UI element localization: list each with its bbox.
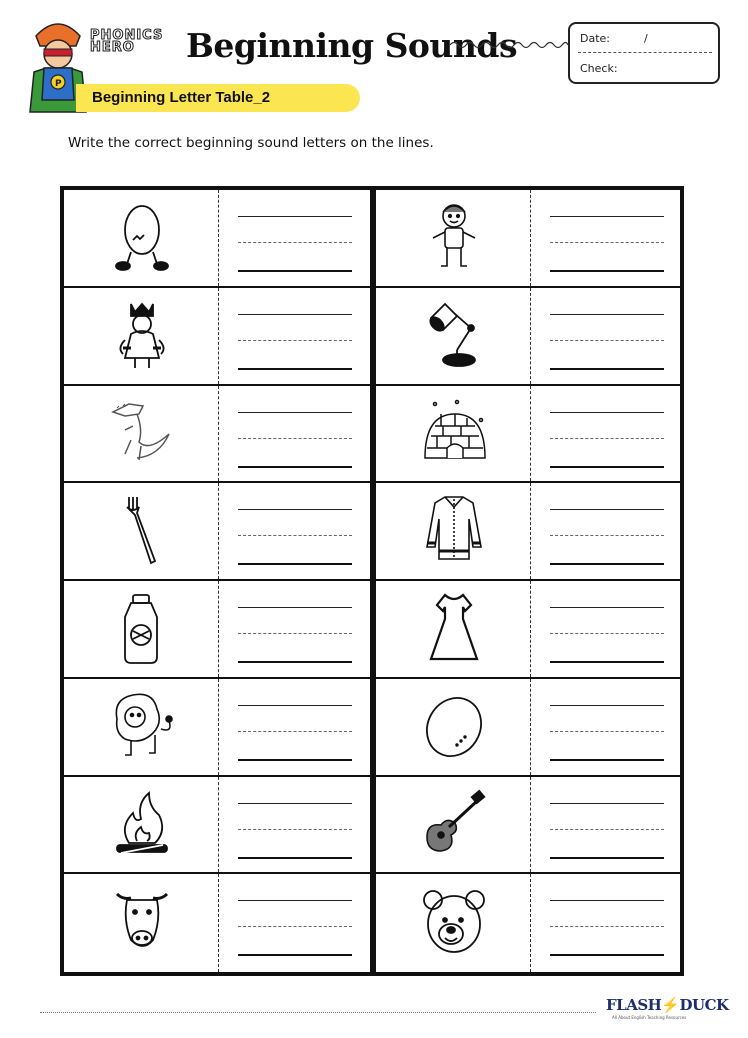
picture-cell	[376, 288, 531, 384]
writing-lines[interactable]	[550, 803, 664, 859]
cell-divider	[218, 483, 219, 579]
king-icon	[109, 298, 175, 372]
beginning-letter-table	[60, 186, 684, 976]
guitar-icon	[421, 787, 487, 861]
table-row	[64, 777, 370, 875]
picture-cell	[64, 483, 219, 579]
table-column-right	[376, 190, 682, 972]
cell-divider	[530, 777, 531, 873]
cell-divider	[218, 386, 219, 482]
cell-divider	[530, 483, 531, 579]
table-row	[376, 386, 682, 484]
picture-cell	[376, 874, 531, 972]
writing-lines[interactable]	[238, 803, 352, 859]
decorative-squiggle	[450, 38, 568, 52]
jacket-icon	[421, 493, 487, 567]
picture-cell	[376, 483, 531, 579]
date-box-divider	[578, 52, 712, 53]
writing-lines[interactable]	[550, 607, 664, 663]
picture-cell	[64, 386, 219, 482]
dress-icon	[421, 591, 487, 665]
writing-lines[interactable]	[550, 900, 664, 956]
cell-divider	[530, 679, 531, 775]
fork-icon	[109, 493, 175, 567]
picture-cell	[64, 679, 219, 775]
egg-icon	[109, 200, 175, 274]
table-row	[64, 679, 370, 777]
picture-cell	[64, 581, 219, 677]
cell-divider	[218, 190, 219, 286]
cell-divider	[218, 581, 219, 677]
logo-text-right: DUCK	[679, 996, 729, 1014]
table-row	[376, 679, 682, 777]
dinosaur-icon	[109, 396, 175, 470]
writing-lines[interactable]	[238, 314, 352, 370]
picture-cell	[376, 679, 531, 775]
writing-lines[interactable]	[238, 607, 352, 663]
writing-lines[interactable]	[550, 314, 664, 370]
lemon-icon	[421, 689, 487, 763]
table-row	[376, 190, 682, 288]
svg-text:P: P	[55, 79, 62, 89]
cell-divider	[218, 874, 219, 972]
table-row	[376, 483, 682, 581]
lightning-bolt-icon: ⚡	[661, 996, 680, 1014]
brand-line-2: HERO	[90, 40, 135, 55]
picture-cell	[376, 777, 531, 873]
ox-icon	[109, 884, 175, 958]
logo-text-left: FLASH	[606, 996, 662, 1014]
logo-tagline: All About English Teaching Resources	[612, 1015, 687, 1020]
writing-lines[interactable]	[238, 900, 352, 956]
phonics-hero-logo	[90, 30, 163, 54]
table-row	[64, 483, 370, 581]
page-title: Beginning Sounds	[186, 26, 518, 65]
cell-divider	[218, 777, 219, 873]
picture-cell	[64, 777, 219, 873]
table-row	[376, 874, 682, 972]
picture-cell	[376, 581, 531, 677]
lamp-icon	[421, 298, 487, 372]
table-column-left	[64, 190, 370, 972]
cell-divider	[218, 679, 219, 775]
date-check-box	[568, 22, 720, 84]
bear-icon	[421, 884, 487, 958]
writing-lines[interactable]	[238, 509, 352, 565]
worksheet-subtitle: Beginning Letter Table_2	[92, 89, 271, 106]
table-row	[64, 288, 370, 386]
writing-lines[interactable]	[550, 216, 664, 272]
writing-lines[interactable]	[550, 412, 664, 468]
cell-divider	[530, 386, 531, 482]
writing-lines[interactable]	[238, 412, 352, 468]
footer-dotted-line	[40, 1012, 596, 1013]
igloo-icon	[421, 396, 487, 470]
picture-cell	[64, 288, 219, 384]
table-row	[64, 190, 370, 288]
picture-cell	[64, 190, 219, 286]
cell-divider	[218, 288, 219, 384]
writing-lines[interactable]	[238, 216, 352, 272]
instruction-text: Write the correct beginning sound letters on the lines.	[68, 135, 434, 151]
table-row	[376, 288, 682, 386]
date-label: Date:	[580, 32, 610, 45]
writing-lines[interactable]	[550, 705, 664, 761]
flashduck-logo	[606, 996, 729, 1014]
cell-divider	[530, 288, 531, 384]
table-row	[64, 386, 370, 484]
lion-icon	[109, 689, 175, 763]
boy-icon	[421, 200, 487, 274]
writing-lines[interactable]	[238, 705, 352, 761]
check-label: Check:	[580, 62, 618, 75]
cell-divider	[530, 874, 531, 972]
writing-lines[interactable]	[550, 509, 664, 565]
picture-cell	[376, 190, 531, 286]
picture-cell	[376, 386, 531, 482]
cell-divider	[530, 581, 531, 677]
date-separator: /	[644, 32, 648, 45]
table-row	[64, 874, 370, 972]
fire-icon	[109, 787, 175, 861]
picture-cell	[64, 874, 219, 972]
yogurt-icon	[109, 591, 175, 665]
table-row	[376, 581, 682, 679]
cell-divider	[530, 190, 531, 286]
table-row	[376, 777, 682, 875]
brand-line-1: PHONICS	[90, 28, 164, 43]
table-row	[64, 581, 370, 679]
